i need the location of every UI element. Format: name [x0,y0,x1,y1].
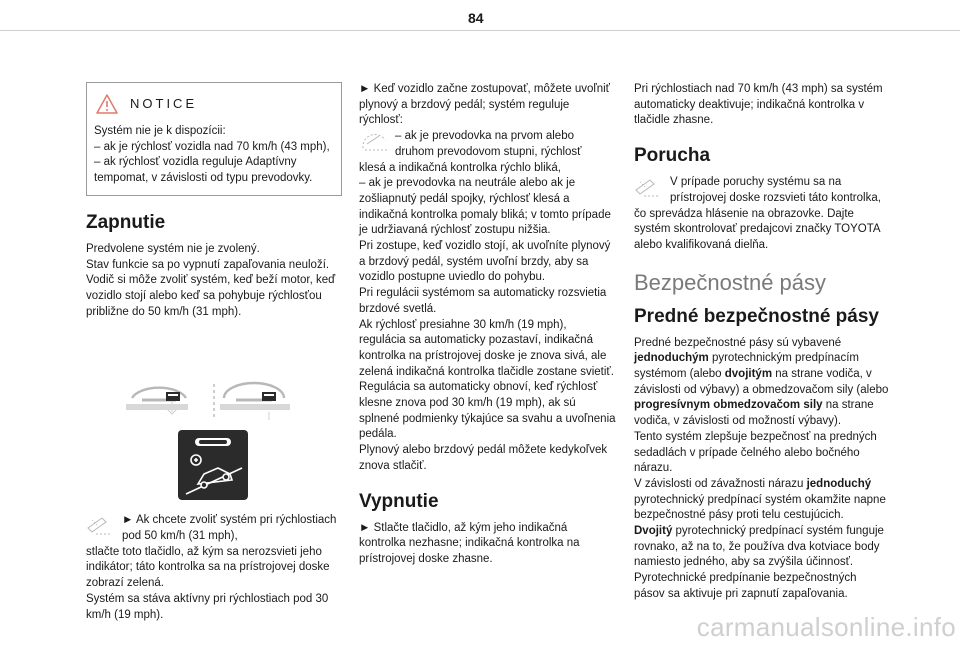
porucha-heading: Porucha [634,145,711,167]
zapnutie-text: Predvolene systém nie je zvolený. [86,242,260,255]
zapnutie-text: Vodič si môže zvoliť systém, keď beží motor, keď vozidlo stojí alebo keď sa pohybuje rýchlosťou približne do 50 km/h (31 mph). [86,274,336,318]
note-after: Systém sa stáva aktívny pri rýchlostiach pod 30 km/h (19 mph). [86,592,329,621]
text-run-bold: dvojitým [724,368,773,381]
text-run: V závislosti od závažnosti nárazu [634,477,807,490]
seatbelt-paragraph [634,524,890,571]
text-run-bold: jednoduchým [634,352,709,365]
note-pencil-icon [86,514,116,536]
notice-line: – ak je rýchlosť vozidla nad 70 km/h (43 mph), [94,140,330,153]
bullet1-first: – ak je prevodovka na prvom alebo druhom prevodovom stupni, rýchlosť [395,130,582,158]
descent-note [359,129,616,160]
seatbelt-paragraph [634,477,890,524]
text-run: na strane vodiča, v závislosti od možností výbavy). [634,399,874,428]
front-seatbelts-heading: Predné bezpečnostné pásy [634,305,879,327]
steering-wheel-illustration [86,328,342,503]
text-run: pyrotechnický predpínací systém okamžite napne bezpečnostné pásy proti telu cestujúcich. [634,493,886,522]
note-first: ► Ak chcete zvoliť systém pri rýchlostiach pod 50 km/h (31 mph), [122,514,337,543]
descent-paragraph: Regulácia sa automaticky obnoví, keď rýchlosť klesne znova pod 30 km/h (19 mph), ak sú splnené podmienky týkajúce sa svahu a uvoľnenia pedála. [359,381,616,441]
notice-line: – ak rýchlosť vozidla reguluje Adaptívny tempomat, v závislosti od typu prevodovky. [94,156,313,185]
seatbelts-section-heading: Bezpečnostné pásy [634,269,827,295]
descent-intro: ► Keď vozidlo začne zostupovať, môžete uvoľniť plynový a brzdový pedál; systém reguluje rýchlosť: [359,83,610,127]
text-run: pyrotechnickým predpínacím systémom (alebo [634,352,859,381]
note-pencil-icon [359,130,389,152]
text-run-bold: jednoduchý [806,477,872,490]
warning-triangle-icon [96,94,118,114]
text-run-bold: progresívnym obmedzovačom sily [634,399,823,412]
porucha-rest: čo sprevádza hlásenie na obrazovke. Dajte systém skontrolovať predajcovi značky TOYOTA alebo kvalifikovaná dielňa. [634,207,880,251]
seatbelt-paragraph: Tento systém zlepšuje bezpečnosť na predných sedadlách v prípade čelného alebo bočného nárazu. [634,430,877,475]
vypnutie-text: ► Stlačte tlačidlo, až kým jeho indikačná kontrolka nezhasne; indikačná kontrolka na prístrojovej doske zhasne. [359,521,580,565]
zapnutie-heading: Zapnutie [86,211,166,233]
bullet1-rest: klesá a indikačná kontrolka rýchlo bliká, [359,161,561,174]
note-rest: stlačte toto tlačidlo, až kým sa nerozsvieti jeho indikátor; táto kontrolka sa na prístrojovej doske zobrazí zelená. [86,545,330,590]
speed-intro: Pri rýchlostiach nad 70 km/h (43 mph) sa systém automaticky deaktivuje; indikačná kontrolka v tlačidle zhasne. [634,83,883,127]
text-run-bold: Dvojitý [634,525,673,538]
page-number: 84 [468,10,484,26]
column-3 [634,82,890,603]
text-run: Predné bezpečnostné pásy sú vybavené [634,336,842,349]
porucha-note [634,175,890,206]
porucha-first: V prípade poruchy systému sa na prístrojovej doske rozsvieti táto kontrolka, [670,176,881,204]
header-rule [0,30,960,31]
descent-paragraph: Plynový alebo brzdový pedál môžete kedykoľvek znova stlačiť. [359,444,608,472]
column-1 [86,82,342,623]
text-run: pyrotechnický predpínací systém funguje rovnako, až na to, že používa dva kotviace body namiesto jedného, aby sa zvýšila účinnosť. [634,525,884,569]
vypnutie-heading: Vypnutie [359,490,439,512]
notice-header [94,92,332,116]
column-2 [359,82,616,568]
activation-note [86,513,342,623]
hill-descent-figure [86,328,342,503]
note-pencil-icon [634,176,664,198]
bullet2: – ak je prevodovka na neutrále alebo ak je zošliapnutý pedál spojky, rýchlosť klesá a indikačná kontrolka pomaly bliká; v tomto prípade je udržiavaná rýchlosť zostupu nižšia. [359,177,611,237]
notice-box [86,82,342,196]
descent-paragraph: Pri zostupe, keď vozidlo stojí, ak uvoľníte plynový a brzdový pedál, systém uvoľní brzdy, aby sa vozidlo postupne uviedlo do pohybu. [359,240,611,284]
descent-paragraph: Ak rýchlosť presiahne 30 km/h (19 mph), regulácia sa automaticky pozastaví, indikačná kontrolka na prístrojovej doske je znova sivá, ale zelená indikačná kontrolka tlačidle zostane svietiť. [359,318,614,378]
notice-title: NOTICE [130,96,198,112]
descent-paragraph: Pri regulácii systémom sa automaticky rozsvietia brzdové svetlá. [359,287,607,315]
watermark: carmanualsonline.info [696,612,956,642]
seatbelt-paragraph: Pyrotechnické predpínanie bezpečnostných pásov sa aktivuje pri zapnutí zapaľovania. [634,572,857,600]
seatbelt-paragraph [634,336,890,430]
text-run: na strane vodiča, v závislosti od výbavy) a obmedzovačom sily (alebo [634,368,889,396]
notice-line: Systém nie je k dispozícii: [94,125,226,137]
zapnutie-text: Stav funkcie sa po vypnutí zapaľovania neuloží. [86,258,330,271]
